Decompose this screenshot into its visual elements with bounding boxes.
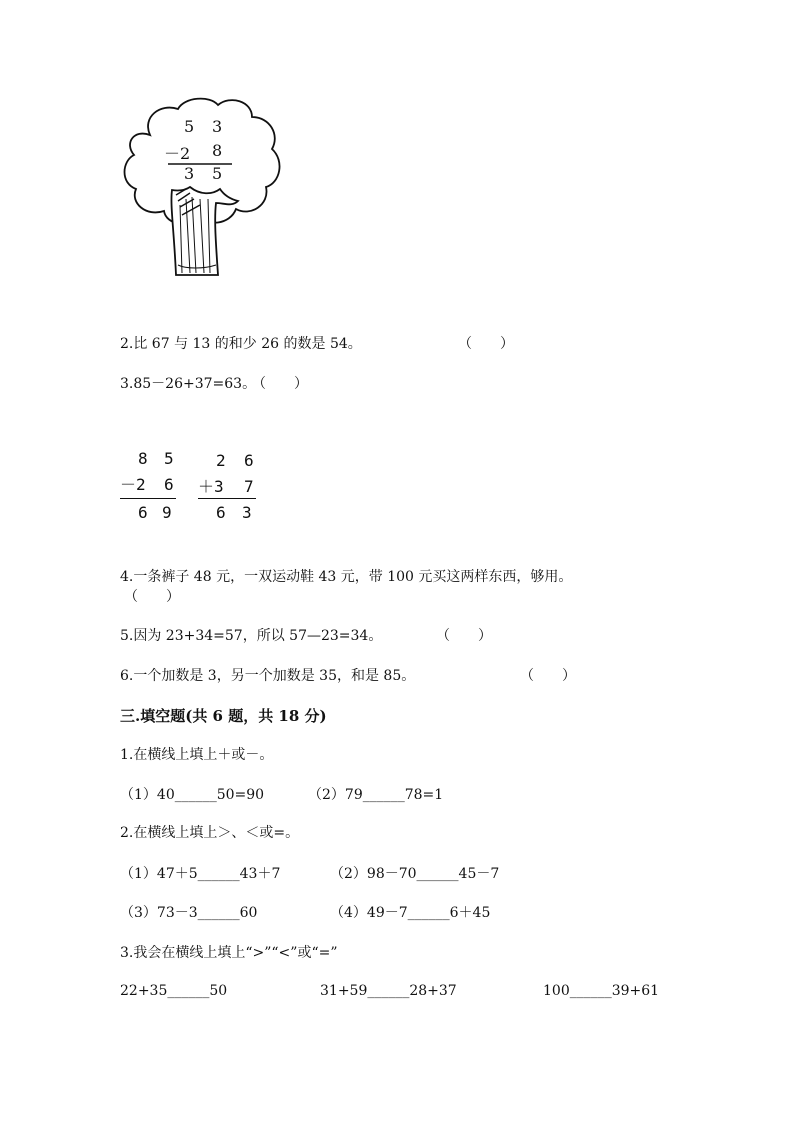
- vertical-calc-right: [198, 448, 260, 528]
- judge-answer-paren-5[interactable]: （ ）: [436, 628, 492, 644]
- vert-right-r3a: 6: [216, 503, 226, 522]
- fill-question-1: 1.在横线上填上＋或－。: [120, 747, 274, 763]
- tree-row1-a: 5: [184, 117, 195, 136]
- fill-question-2: 2.在横线上填上＞、＜或=。: [120, 825, 300, 841]
- fill-q3-item-1[interactable]: 22+35______50: [120, 983, 228, 999]
- tree-illustration: [120, 95, 290, 290]
- tree-row3-b: 5: [212, 164, 223, 183]
- fill-q2-item-1[interactable]: （1）47＋5______43＋7: [120, 866, 281, 882]
- judge-question-3: 3.85－26+37=63。: [120, 376, 257, 392]
- judge-answer-paren-3[interactable]: （ ）: [252, 376, 308, 392]
- vert-left-r1b: 5: [164, 449, 174, 468]
- judge-answer-paren-2[interactable]: （ ）: [458, 336, 514, 352]
- tree-row2-a: －2: [164, 144, 191, 163]
- vert-left-r2a: －2: [120, 475, 146, 494]
- vert-right-r3b: 3: [242, 503, 252, 522]
- vert-right-r2b: 7: [244, 477, 254, 496]
- tree-row2-b: 8: [212, 141, 223, 160]
- fill-q2-item-4[interactable]: （4）49－7______6＋45: [330, 905, 491, 921]
- vert-left-r3a: 6: [138, 503, 148, 522]
- vert-right-line: [198, 498, 256, 499]
- vertical-calc-left: [120, 446, 180, 526]
- fill-q1-item-2[interactable]: （2）79______78=1: [308, 787, 444, 803]
- vert-right-r2a: ＋3: [198, 477, 224, 496]
- vert-left-r1a: 8: [138, 449, 148, 468]
- fill-q2-item-3[interactable]: （3）73－3______60: [120, 905, 258, 921]
- fill-question-3: 3.我会在横线上填上“>”“<”或“=”: [120, 945, 338, 961]
- judge-question-6: 6.一个加数是 3，另一个加数是 35，和是 85。: [120, 668, 416, 684]
- tree-drawing: [120, 95, 290, 290]
- vert-left-r2b: 6: [164, 475, 174, 494]
- vert-left-line: [120, 498, 176, 499]
- fill-q3-item-3[interactable]: 100______39+61: [543, 983, 660, 999]
- fill-q1-item-1[interactable]: （1）40______50=90: [120, 787, 265, 803]
- fill-q3-item-2[interactable]: 31+59______28+37: [320, 983, 457, 999]
- tree-row1-b: 3: [212, 117, 223, 136]
- judge-answer-paren-6[interactable]: （ ）: [520, 668, 576, 684]
- section-title-fill-blank: 三.填空题(共 6 题，共 18 分): [120, 707, 327, 725]
- vert-left-r3b: 9: [162, 503, 172, 522]
- tree-row3-a: 3: [184, 164, 195, 183]
- judge-question-2: 2.比 67 与 13 的和少 26 的数是 54。: [120, 336, 362, 352]
- fill-q2-item-2[interactable]: （2）98－70______45－7: [330, 866, 500, 882]
- judge-question-4: 4.一条裤子 48 元，一双运动鞋 43 元，带 100 元买这两样东西，够用。: [120, 569, 573, 585]
- vert-right-r1a: 2: [216, 451, 226, 470]
- judge-question-5: 5.因为 23+34=57，所以 57—23=34。: [120, 628, 383, 644]
- vert-right-r1b: 6: [244, 451, 254, 470]
- judge-answer-paren-4[interactable]: （ ）: [124, 589, 180, 605]
